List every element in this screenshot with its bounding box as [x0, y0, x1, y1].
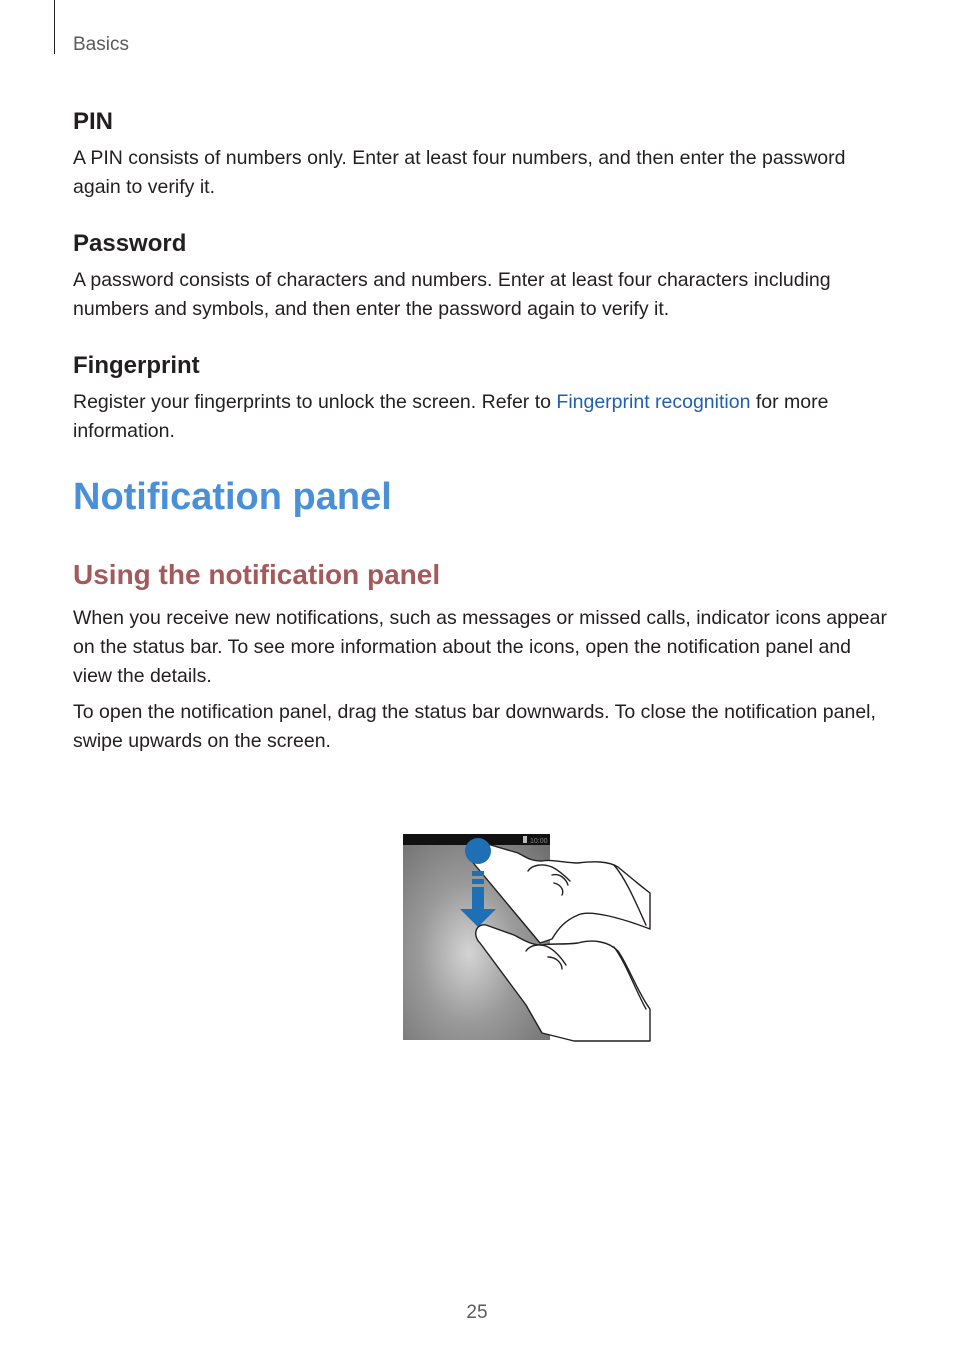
drag-down-illustration — [402, 833, 652, 1043]
fingerprint-body-start: Register your fingerprints to unlock the screen. Refer to — [73, 391, 557, 413]
illustration-svg — [402, 833, 652, 1043]
fingerprint-heading: Fingerprint — [73, 352, 200, 379]
pin-body: A PIN consists of numbers only. Enter at least four numbers, and then enter the password again to verify it. — [73, 147, 846, 198]
status-time: 10:00 — [530, 838, 548, 845]
pin-heading: PIN — [73, 108, 114, 135]
chapter-title: Notification panel — [73, 476, 392, 518]
fingerprint-recognition-link[interactable]: Fingerprint recognition — [556, 391, 751, 413]
section-subtitle: Using the notification panel — [73, 559, 441, 590]
notification-paragraph-2: To open the notification panel, drag the status bar downwards. To close the notification panel, swipe upwards on the screen. — [73, 701, 876, 752]
fingerprint-body-end: for more information. — [73, 391, 829, 442]
pin-section — [73, 108, 888, 202]
password-body: A password consists of characters and numbers. Enter at least four characters including numbers and symbols, and then enter the password again to verify it. — [73, 269, 831, 320]
margin-rule — [54, 0, 55, 54]
password-section — [73, 230, 888, 324]
touch-point-icon — [465, 838, 491, 864]
battery-icon — [523, 836, 527, 843]
page-number: 25 — [466, 1302, 488, 1323]
running-header: Basics — [73, 34, 129, 55]
fingerprint-body — [73, 388, 888, 446]
notification-paragraph-1: When you receive new notifications, such as messages or missed calls, indicator icons appear on the status bar. To see more information about the icons, open the notification panel and view the details. — [73, 607, 887, 687]
password-heading: Password — [73, 230, 187, 257]
fingerprint-section — [73, 352, 888, 446]
page-content — [73, 108, 888, 756]
